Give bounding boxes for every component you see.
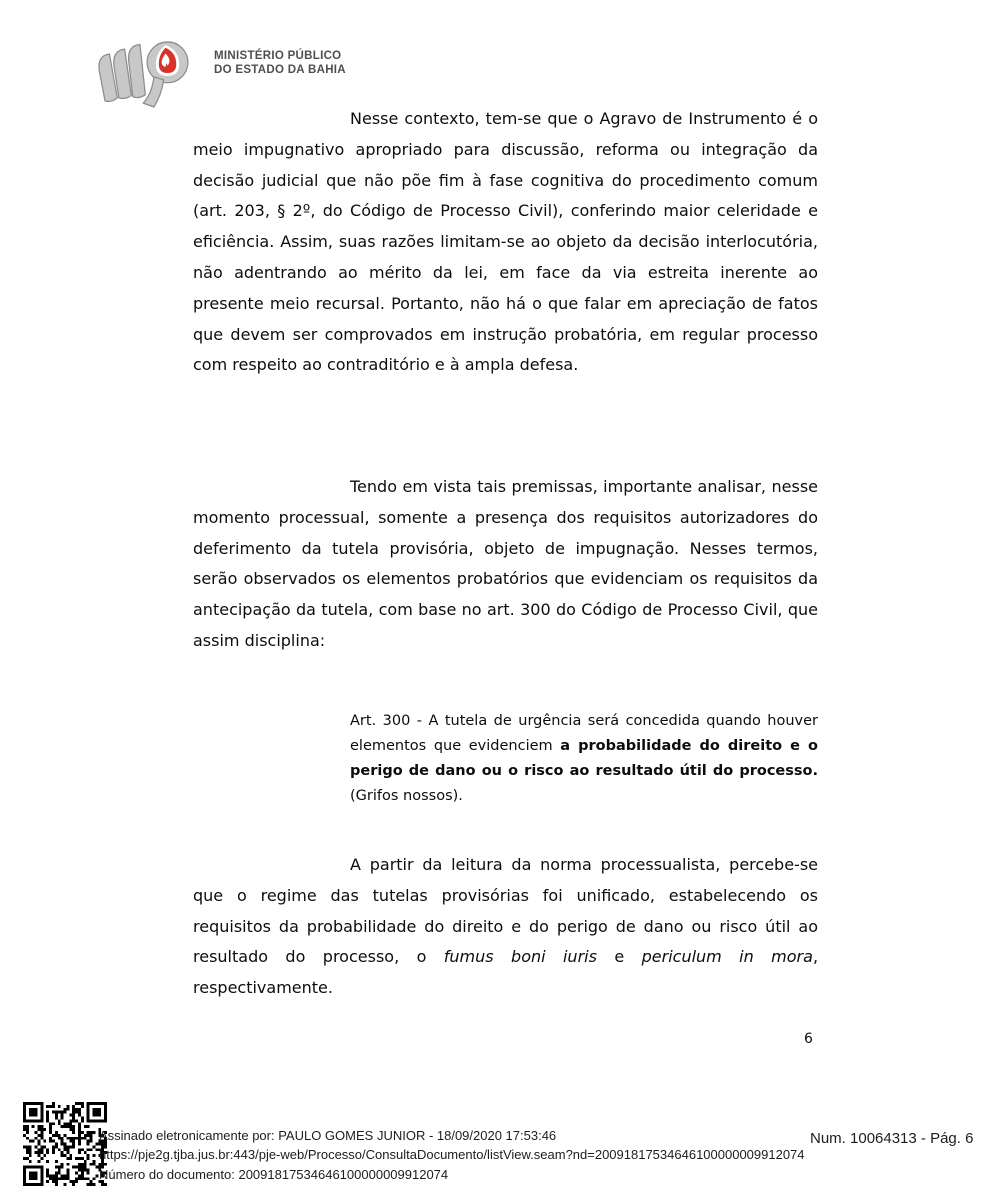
mp-logo-icon bbox=[96, 40, 206, 108]
p3-latin-fumus: fumus boni iuris bbox=[443, 947, 597, 967]
qr-code-icon bbox=[23, 1100, 107, 1188]
quote-text-start: Art. 300 - A tutela de urgência será concedida quando houver elementos que evidenciem bbox=[350, 713, 818, 754]
paragraph-premissas: Tendo em vista tais premissas, importante analisar, nesse momento processual, somente a presença dos requisitos autorizadores do deferimento da tutela provisória, objeto de impugnação. Nesses termos, serão observados os elementos probatórios que evidenciam os requisitos da antecipação da tutela, com base no art. 300 do Código de Processo Civil, que assim disciplina: bbox=[193, 477, 818, 650]
mpba-logo bbox=[96, 40, 346, 108]
p3-text-a: A partir da leitura da norma processualista, percebe-se que o regime das tutelas provisórias foi unificado, estabelecendo os requisitos da probabilidade do direito e do perigo de dano ou risco útil ao resultado do processo, o bbox=[193, 855, 818, 967]
quote-text-bold: a probabilidade do direito e o perigo de dano ou o risco ao resultado útil do processo. bbox=[350, 738, 818, 779]
p3-latin-periculum: periculum in mora bbox=[641, 947, 813, 967]
page-stamp: Num. 10064313 - Pág. 6 bbox=[810, 1130, 974, 1147]
logo-text bbox=[214, 49, 346, 77]
signature-line: Assinado eletronicamente por: PAULO GOMES JUNIOR - 18/09/2020 17:53:46 bbox=[99, 1128, 557, 1143]
p3-text-c: , respectivamente. bbox=[193, 947, 819, 998]
signature-block bbox=[99, 1126, 805, 1184]
p3-text-b: e bbox=[596, 947, 642, 967]
logo-text-line2: DO ESTADO DA BAHIA bbox=[214, 64, 346, 76]
quote-text-grifos: (Grifos nossos). bbox=[350, 788, 463, 804]
document-url-line: https://pje2g.tjba.jus.br:443/pje-web/Processo/ConsultaDocumento/listView.seam?nd=20091817534646100000009912074 bbox=[99, 1147, 805, 1163]
qr-code bbox=[23, 1100, 107, 1188]
logo-text-line1: MINISTÉRIO PÚBLICO bbox=[214, 50, 342, 62]
quote-art-300 bbox=[350, 709, 818, 809]
paragraph-norma bbox=[193, 850, 818, 1004]
page-number: 6 bbox=[804, 1031, 813, 1047]
paragraph-agravo: Nesse contexto, tem-se que o Agravo de Instrumento é o meio impugnativo apropriado para discussão, reforma ou integração da decisão judicial que não põe fim à fase cognitiva do procedimento comum (art. 203, § 2º, do Código de Processo Civil), conferindo maior celeridade e eficiência. Assim, suas razões limitam-se ao objeto da decisão interlocutória, não adentrando ao mérito da lei, em face da via estreita inerente ao presente meio recursal. Portanto, não há o que falar em apreciação de fatos que devem ser comprovados em instrução probatória, em regular processo com respeito ao contraditório e à ampla defesa. bbox=[193, 109, 818, 375]
document-number-line: Número do documento: 20091817534646100000009912074 bbox=[99, 1166, 449, 1182]
